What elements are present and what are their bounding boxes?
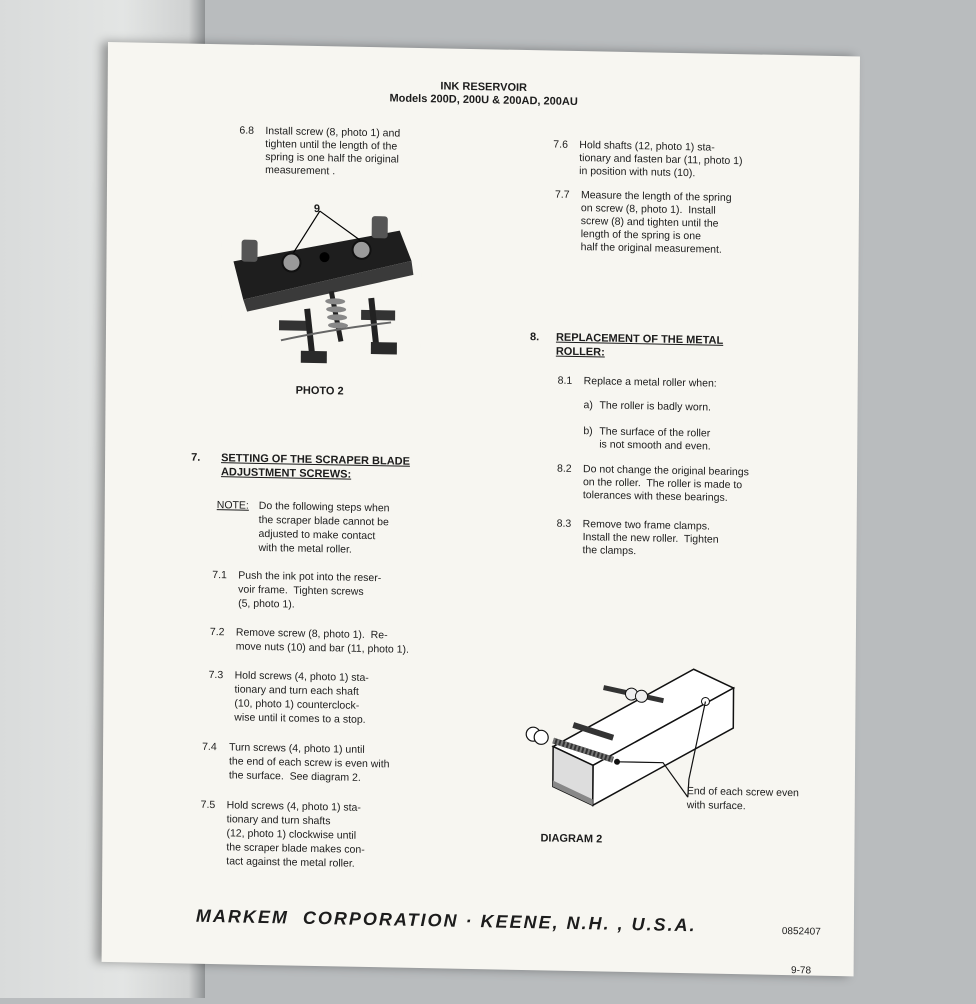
note-line-3: adjusted to make contact [258, 527, 376, 543]
step-7-6-line-2: tionary and fasten bar (11, photo 1) [579, 152, 743, 168]
step-7-5-line-2: tionary and turn shafts [226, 813, 331, 828]
step-8-2-line-1: Do not change the original bearings [583, 463, 749, 479]
step-8-3-line-2: Install the new roller. Tighten [582, 531, 719, 546]
step-number: 7.2 [209, 625, 225, 639]
step-6-8-line-1: Install screw (8, photo 1) and [265, 125, 401, 140]
step-7-4-line-3: the surface. See diagram 2. [228, 769, 361, 784]
photo-callout-9: 9 [313, 202, 321, 216]
photo-2-image [221, 199, 422, 373]
note-line-1: Do the following steps when [258, 499, 390, 515]
sub-b-line-2: is not smooth and even. [599, 438, 711, 453]
sub-a-label: a) [583, 399, 593, 412]
step-7-3-line-2: tionary and turn each shaft [234, 683, 359, 698]
step-6-8-line-3: spring is one half the original [265, 151, 399, 166]
note-label: NOTE: [216, 499, 249, 512]
step-7-1-line-1: Push the ink pot into the reser- [238, 569, 382, 585]
section-7-title-line-2: ADJUSTMENT SCREWS: [220, 466, 352, 481]
step-7-1-line-2: voir frame. Tighten screws [238, 583, 364, 598]
step-8-2-line-2: on the roller. The roller is made to [582, 476, 743, 492]
step-number: 7.3 [208, 668, 224, 682]
step-7-2-line-2: move nuts (10) and bar (11, photo 1). [235, 640, 409, 656]
step-7-1-line-3: (5, photo 1). [238, 597, 295, 611]
sub-b-label: b) [583, 425, 593, 438]
step-7-7-line-1: Measure the length of the spring [580, 189, 732, 204]
diagram-2-illustration [513, 636, 754, 811]
doc-number-value: 0852407 [781, 925, 821, 938]
diagram-2-caption: DIAGRAM 2 [540, 832, 603, 846]
section-7-number: 7. [191, 451, 201, 464]
step-number: 8.1 [557, 374, 573, 387]
step-number: 7.5 [200, 798, 216, 812]
photo-2-caption: PHOTO 2 [295, 384, 344, 398]
page-header [108, 74, 860, 114]
document-number [781, 899, 821, 1004]
diagram-callout-line-2: with surface. [686, 799, 746, 813]
step-number: 7.7 [554, 188, 570, 201]
step-6-8-line-2: tighten until the length of the [265, 138, 398, 153]
step-7-6-line-1: Hold shafts (12, photo 1) sta- [579, 139, 715, 154]
section-8-title-line-2: ROLLER: [555, 345, 605, 359]
step-8-3-line-1: Remove two frame clamps. [582, 518, 710, 533]
step-7-7-line-4: length of the spring is one [580, 228, 701, 243]
step-8-2-line-3: tolerances with these bearings. [582, 489, 728, 504]
diagram-callout-line-1: End of each screw even [686, 785, 799, 800]
step-7-5-line-3: (12, photo 1) clockwise until [226, 827, 357, 842]
section-7-title-line-1: SETTING OF THE SCRAPER BLADE [221, 452, 410, 468]
step-7-5-line-1: Hold screws (4, photo 1) sta- [226, 799, 361, 814]
manual-page [102, 42, 860, 976]
step-7-4-line-1: Turn screws (4, photo 1) until [229, 741, 365, 756]
step-7-7-line-2: on screw (8, photo 1). Install [580, 202, 716, 217]
step-6-8-line-4: measurement . [265, 164, 336, 178]
step-7-2-line-1: Remove screw (8, photo 1). Re- [235, 626, 388, 642]
step-7-7-line-5: half the original measurement. [580, 241, 722, 256]
doc-date: 9-78 [791, 965, 812, 977]
step-7-3-line-4: wise until it comes to a stop. [234, 711, 366, 726]
step-7-5-line-4: the scraper blade makes con- [226, 841, 365, 856]
step-number: 6.8 [239, 124, 255, 137]
footer-corporation: MARKEM CORPORATION · KEENE, N.H. , U.S.A. [195, 905, 697, 936]
page-title: INK RESERVOIR [440, 80, 528, 95]
sub-a-text: The roller is badly worn. [599, 399, 712, 414]
section-8-number: 8. [529, 331, 540, 344]
step-8-3-line-3: the clamps. [582, 544, 637, 558]
section-8-title-line-1: REPLACEMENT OF THE METAL [555, 331, 724, 347]
step-8-1-text: Replace a metal roller when: [583, 375, 717, 390]
step-number: 7.1 [212, 569, 227, 582]
step-7-6-line-3: in position with nuts (10). [579, 165, 696, 180]
step-7-3-line-3: (10, photo 1) counterclock- [234, 697, 360, 712]
step-7-7-line-3: screw (8) and tighten until the [580, 215, 719, 230]
step-number: 8.2 [557, 462, 572, 475]
step-number: 7.4 [202, 740, 217, 754]
step-number: 8.3 [556, 517, 572, 530]
page-models: Models 200D, 200U & 200AD, 200AU [389, 92, 578, 109]
step-number: 7.6 [553, 138, 568, 151]
note-line-4: with the metal roller. [258, 541, 352, 556]
step-7-3-line-1: Hold screws (4, photo 1) sta- [234, 669, 369, 685]
sub-b-line-1: The surface of the roller [599, 425, 711, 440]
note-line-2: the scraper blade cannot be [258, 513, 389, 529]
step-7-4-line-2: the end of each screw is even with [228, 755, 390, 771]
step-7-5-line-5: tact against the metal roller. [226, 855, 355, 870]
